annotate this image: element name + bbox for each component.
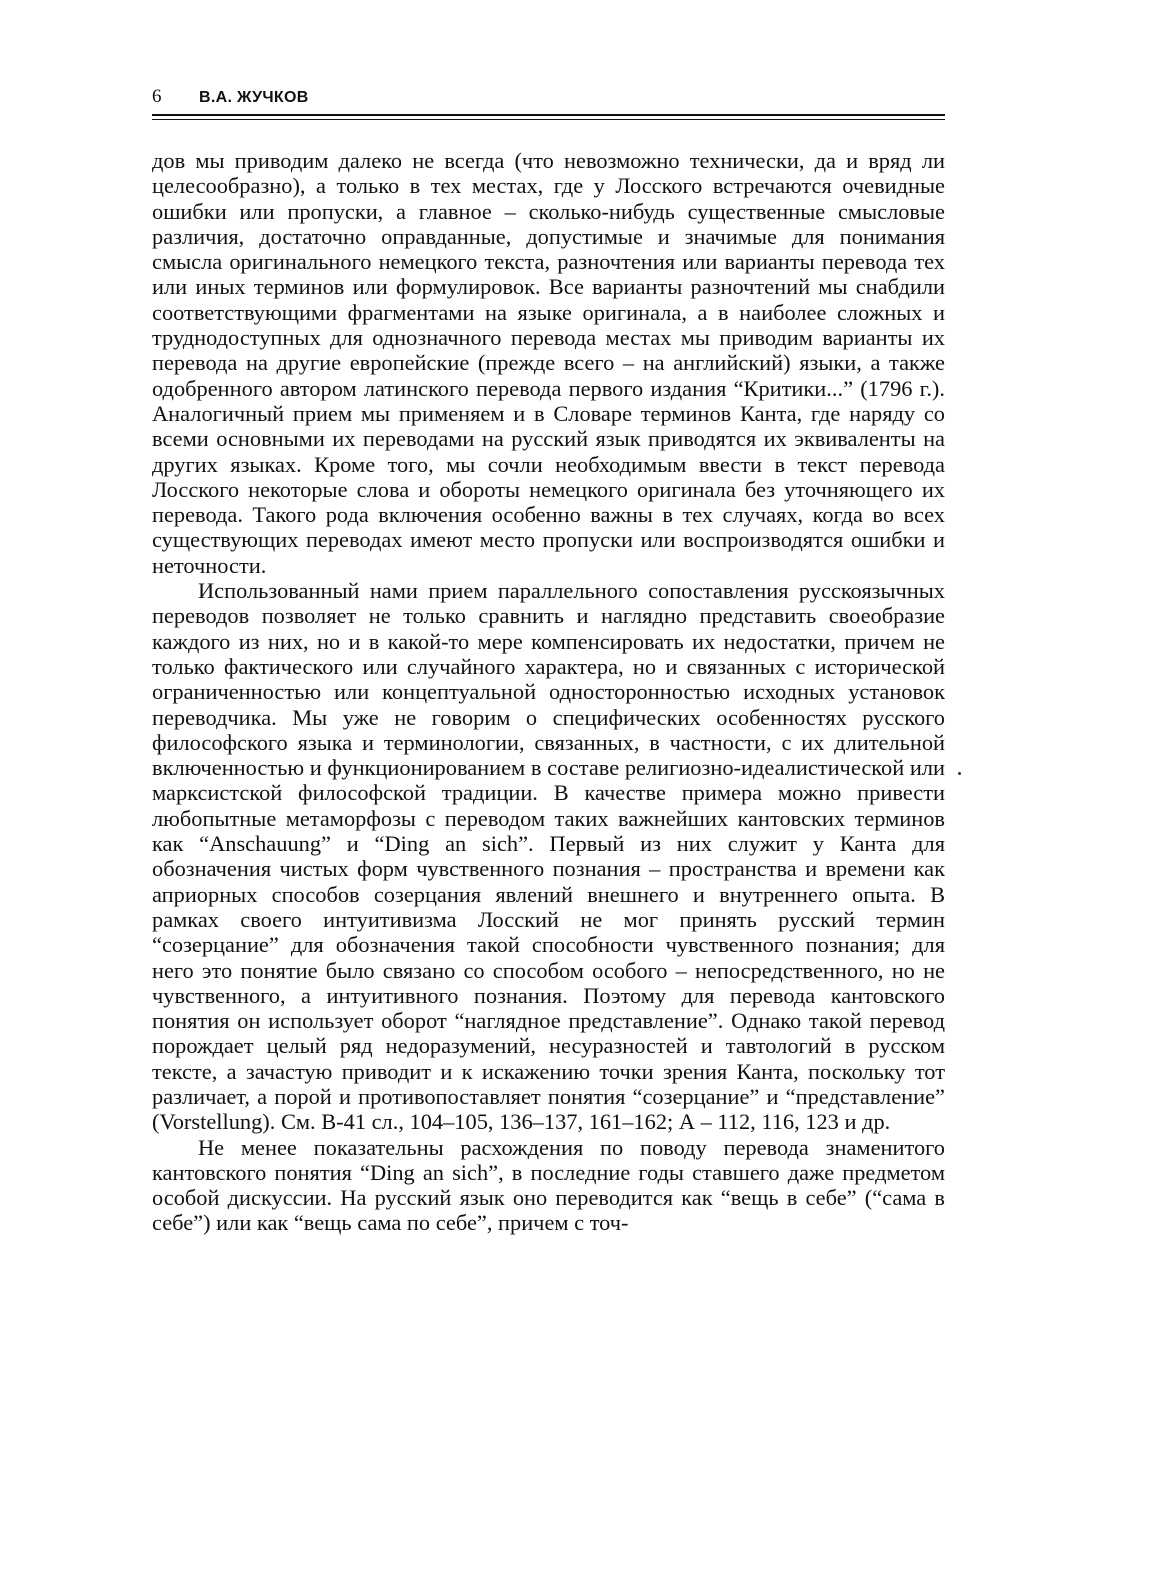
paragraph: Использованный нами прием параллельного сопоставления русскоязычных переводов позволяет не только сравнить и наглядно представить своеобразие каждого из них, но и в какой-то мере компенсировать их недостатки, причем не только фактического или случайного характера, но и связанных с исторической ограниченностью или концептуальной односторонностью исходных установок переводчика. Мы уже не говорим о специфических особенностях русского философского языка и терминологии, связанных, в частности, с их длительной включенностью и функционированием в составе религиозно-идеалистической или марксистской философской традиции. В качестве примера можно привести любопытные метаморфозы с переводом таких важнейших кантовских терминов как “Anschauung” и “Ding an sich”. Первый из них служит у Канта для обозначения чистых форм чувственного познания – пространства и времени как априорных способов созерцания явлений внешнего и внутреннего опыта. В рамках своего интуитивизма Лосский не мог принять русский термин “созерцание” для обозначения такой способности чувственного познания; для него это понятие было связано со способом особого – непосредственного, но не чувственного, а интуитивного познания. Поэтому для перевода кантовского понятия он использует оборот “наглядное представление”. Однако такой перевод порождает целый ряд недоразумений, несуразностей и тавтологий в русском тексте, а зачастую приводит и к искажению точки зрения Канта, поскольку тот различает, а порой и противопоставляет понятия “созерцание” и “представление” (Vorstellung). См. В-41 сл., 104–105, 136–137, 161–162; А – 112, 116, 123 и др. [152, 578, 945, 1135]
paragraph-continued: дов мы приводим далеко не всегда (что невозможно технически, да и вряд ли целесообразно), а только в тех местах, где у Лосского встречаются очевидные ошибки или пропуски, а главное – сколько-нибудь существенные смысловые различия, достаточно оправданные, допустимые и значимые для понимания смысла оригинального немецкого текста, разночтения или варианты перевода тех или иных терминов или формулировок. Все варианты разночтений мы снабдили соответствующими фрагментами на языке оригинала, а в наиболее сложных и труднодоступных для однозначного перевода местах мы приводим варианты их перевода на другие европейские (прежде всего – на английский) языки, а также одобренного автором латинского перевода первого издания “Критики...” (1796 г.). Аналогичный прием мы применяем и в Словаре терминов Канта, где наряду со всеми основными их переводами на русский язык приводятся их эквиваленты на других языках. Кроме того, мы сочли необходимым ввести в текст перевода Лосского некоторые слова и обороты немецкого оригинала без уточняющего их перевода. Такого рода включения особенно важны в тех случаях, когда во всех существующих переводах имеют место пропуски или воспроизводятся ошибки и неточности. [152, 148, 945, 578]
header-rule-thin [152, 119, 945, 120]
header-rule [152, 114, 945, 120]
paragraph: Не менее показательны расхождения по поводу перевода знаменитого кантовского понятия “Ding an sich”, в последние годы ставшего даже предметом особой дискуссии. На русский язык оно переводится как “вещь в себе” (“сама в себе”) или как “вещь сама по себе”, причем с точ- [152, 1134, 945, 1236]
running-head-author: В.А. ЖУЧКОВ [199, 89, 309, 106]
header-rule-thick [152, 114, 945, 116]
body-text [152, 148, 945, 1236]
running-head [152, 86, 945, 114]
book-page [152, 86, 945, 1236]
scan-speck [958, 772, 961, 775]
page-number: 6 [152, 86, 162, 107]
